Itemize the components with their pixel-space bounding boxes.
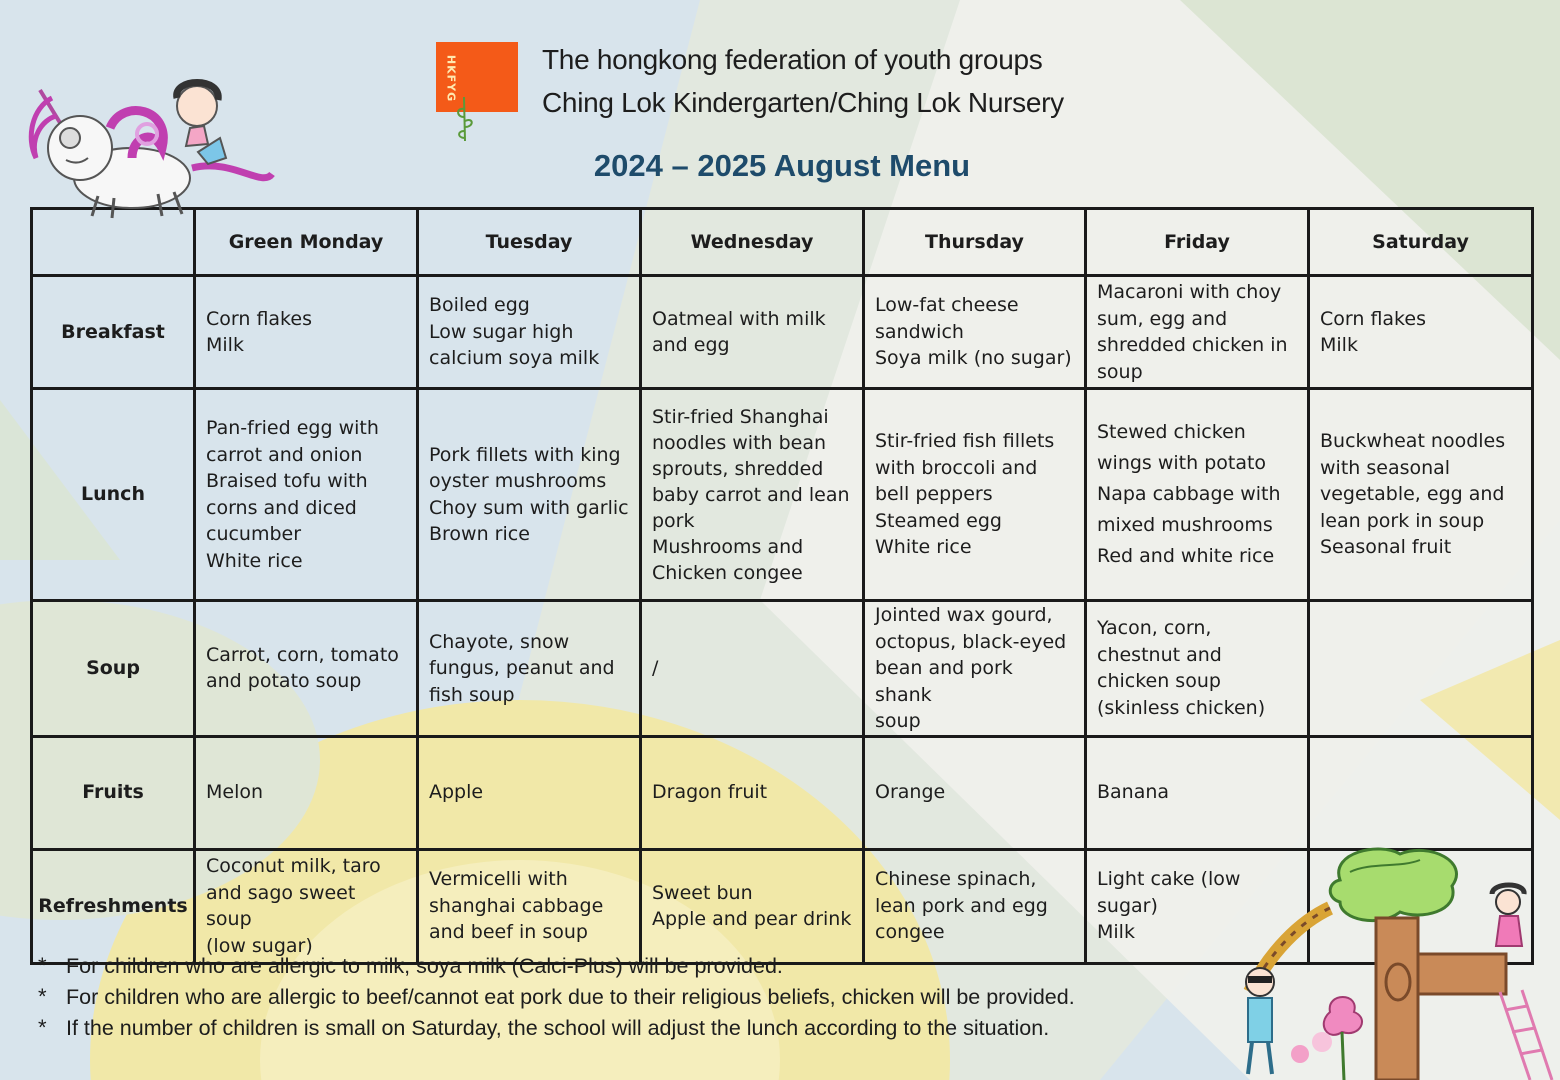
menu-cell: Dragon fruit: [641, 736, 864, 849]
footnote-text: For children who are allergic to milk, soya milk (Calci-Plus) will be provided.: [66, 954, 783, 978]
menu-cell: /: [641, 601, 864, 737]
asterisk-icon: *: [38, 1015, 47, 1040]
unicorn-drawing: [22, 68, 282, 228]
menu-cell: Banana: [1086, 736, 1309, 849]
table-row-lunch: [32, 389, 1533, 601]
asterisk-icon: *: [38, 953, 47, 978]
menu-cell: Stir-fried fish fillets with broccoli and bell peppers Steamed egg White rice: [864, 389, 1086, 601]
logo-text: HKFYG: [444, 54, 458, 103]
tree-drawing: [1230, 842, 1560, 1080]
org-name: The hongkong federation of youth groups: [542, 44, 1043, 75]
menu-cell: Macaroni with choy sum, egg and shredded chicken in soup: [1086, 276, 1309, 389]
menu-cell: Sweet bun Apple and pear drink: [641, 849, 864, 963]
day-header: Wednesday: [641, 209, 864, 276]
day-header: Friday: [1086, 209, 1309, 276]
menu-cell: Stir-fried Shanghai noodles with bean sprouts, shredded baby carrot and lean pork Mushrooms and Chicken congee: [641, 389, 864, 601]
footnote-text: For children who are allergic to beef/cannot eat pork due to their religious beliefs, chicken will be provided.: [66, 985, 1075, 1009]
menu-cell: Pan-fried egg with carrot and onion Braised tofu with corns and diced cucumber White rice: [195, 389, 418, 601]
menu-cell: Pork fillets with king oyster mushrooms Choy sum with garlic Brown rice: [418, 389, 641, 601]
menu-cell: Vermicelli with shanghai cabbage and beef in soup: [418, 849, 641, 963]
menu-cell: Yacon, corn, chestnut and chicken soup (skinless chicken): [1086, 601, 1309, 737]
footnote: [38, 1012, 1075, 1043]
menu-cell: Chayote, snow fungus, peanut and fish soup: [418, 601, 641, 737]
menu-cell: Boiled egg Low sugar high calcium soya milk: [418, 276, 641, 389]
footnotes: [38, 950, 1075, 1043]
asterisk-icon: *: [38, 984, 47, 1009]
sprig-icon: [452, 95, 478, 143]
menu-cell: Jointed wax gourd, octopus, black-eyed bean and pork shank soup: [864, 601, 1086, 737]
day-header: Thursday: [864, 209, 1086, 276]
menu-cell: Carrot, corn, tomato and potato soup: [195, 601, 418, 737]
menu-cell: Apple: [418, 736, 641, 849]
day-header: Tuesday: [418, 209, 641, 276]
menu-cell: Corn flakes Milk: [195, 276, 418, 389]
menu-cell: [1309, 601, 1533, 737]
table-row-soup: [32, 601, 1533, 737]
footnote: [38, 981, 1075, 1012]
menu-title: 2024 – 2025 August Menu: [593, 148, 971, 183]
meal-label: Refreshments: [32, 849, 195, 963]
menu-cell: Stewed chicken wings with potato Napa cabbage with mixed mushrooms Red and white rice: [1086, 389, 1309, 601]
menu-cell: [1309, 736, 1533, 849]
footnote: [38, 950, 1075, 981]
menu-cell: Chinese spinach, lean pork and egg congee: [864, 849, 1086, 963]
day-header: Green Monday: [195, 209, 418, 276]
menu-cell: Buckwheat noodles with seasonal vegetable, egg and lean pork in soup Seasonal fruit: [1309, 389, 1533, 601]
table-row-fruits: [32, 736, 1533, 849]
day-header: Saturday: [1309, 209, 1533, 276]
meal-label: Fruits: [32, 736, 195, 849]
meal-label: Soup: [32, 601, 195, 737]
footnote-text: If the number of children is small on Saturday, the school will adjust the lunch according to the situation.: [66, 1016, 1050, 1040]
menu-cell: Corn flakes Milk: [1309, 276, 1533, 389]
table-row-breakfast: [32, 276, 1533, 389]
menu-cell: Oatmeal with milk and egg: [641, 276, 864, 389]
menu-cell: Melon: [195, 736, 418, 849]
meal-label: Breakfast: [32, 276, 195, 389]
school-name: Ching Lok Kindergarten/Ching Lok Nursery: [542, 87, 1064, 118]
meal-label: Lunch: [32, 389, 195, 601]
menu-cell: Low-fat cheese sandwich Soya milk (no sugar): [864, 276, 1086, 389]
menu-cell: Light cake (low sugar) Milk: [1086, 849, 1309, 963]
menu-cell: Coconut milk, taro and sago sweet soup (low sugar): [195, 849, 418, 963]
menu-cell: Orange: [864, 736, 1086, 849]
